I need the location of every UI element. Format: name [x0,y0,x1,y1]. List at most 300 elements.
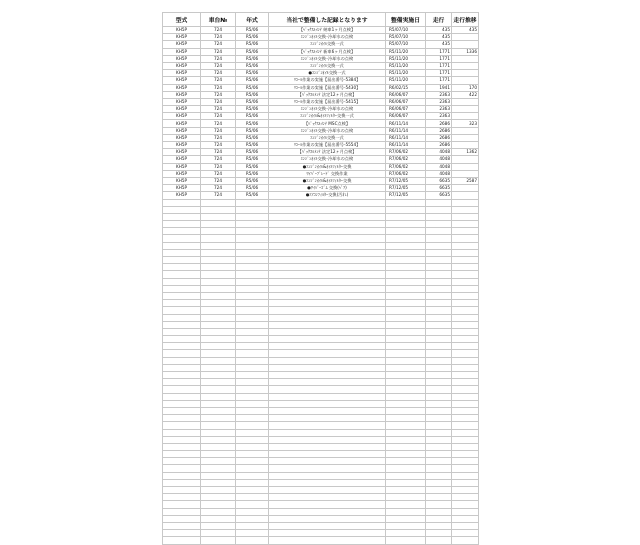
cell-mileage-change [452,98,479,105]
empty-cell [452,407,479,414]
empty-row [163,487,479,494]
header-model: 型式 [163,13,201,27]
cell-model-year: R5/06 [236,192,269,199]
empty-cell [426,336,452,343]
empty-row [163,364,479,371]
empty-cell [163,350,201,357]
table-row [163,48,479,55]
empty-cell [163,393,201,400]
empty-cell [426,357,452,364]
empty-cell [426,235,452,242]
cell-mileage-change [452,156,479,163]
empty-cell [201,530,236,537]
empty-cell [426,321,452,328]
empty-row [163,501,479,508]
cell-model-year: R5/06 [236,41,269,48]
empty-cell [201,429,236,436]
empty-cell [426,206,452,213]
empty-row [163,386,479,393]
empty-row [163,415,479,422]
cell-mileage-change [452,185,479,192]
empty-cell [236,422,269,429]
empty-cell [269,393,386,400]
empty-cell [452,357,479,364]
cell-model: KH5P [163,41,201,48]
cell-chassis-number: 724 [201,113,236,120]
empty-cell [236,199,269,206]
empty-cell [269,336,386,343]
empty-cell [386,242,426,249]
empty-cell [269,328,386,335]
table-row [163,106,479,113]
empty-cell [236,458,269,465]
empty-cell [201,508,236,515]
header-service-description: 当社で整備した記録となります [269,13,386,27]
cell-service-description: ●ﾜｲﾊﾟｰｺﾞﾑ 交換(ﾍﾟｱ) [269,185,386,192]
cell-mileage-change [452,163,479,170]
cell-service-date: R6/11/14 [386,120,426,127]
empty-row [163,228,479,235]
cell-model: KH5P [163,55,201,62]
empty-cell [269,379,386,386]
table-row [163,84,479,91]
empty-row [163,537,479,544]
cell-model-year: R5/06 [236,177,269,184]
maintenance-table [162,12,479,545]
empty-cell [236,436,269,443]
empty-cell [201,292,236,299]
empty-cell [269,292,386,299]
cell-model: KH5P [163,163,201,170]
empty-cell [386,537,426,544]
empty-cell [426,242,452,249]
empty-cell [269,314,386,321]
empty-cell [426,393,452,400]
empty-cell [236,393,269,400]
cell-mileage: 2686 [426,127,452,134]
empty-cell [269,271,386,278]
cell-model: KH5P [163,156,201,163]
empty-cell [452,451,479,458]
empty-cell [269,515,386,522]
cell-service-date: R6/06/07 [386,106,426,113]
empty-cell [426,343,452,350]
empty-cell [269,386,386,393]
table-row [163,156,479,163]
empty-cell [426,508,452,515]
empty-cell [426,350,452,357]
cell-model-year: R5/06 [236,62,269,69]
empty-cell [452,487,479,494]
empty-cell [452,393,479,400]
empty-cell [236,307,269,314]
empty-row [163,479,479,486]
empty-cell [236,530,269,537]
header-chassis-number: 車台№ [201,13,236,27]
cell-mileage: 435 [426,41,452,48]
empty-cell [201,364,236,371]
empty-cell [163,321,201,328]
empty-cell [426,458,452,465]
empty-cell [236,206,269,213]
empty-cell [386,422,426,429]
empty-cell [163,436,201,443]
cell-chassis-number: 724 [201,127,236,134]
cell-service-date: R7/12/05 [386,185,426,192]
table-row [163,127,479,134]
empty-cell [386,515,426,522]
empty-cell [452,343,479,350]
empty-cell [201,314,236,321]
empty-cell [452,350,479,357]
cell-service-description: ﾘｺｰﾙ作業の実施【届出番号-5384】 [269,77,386,84]
empty-cell [386,508,426,515]
cell-service-description: ﾘｺｰﾙ作業の実施【届出番号-5554】 [269,142,386,149]
empty-cell [163,206,201,213]
empty-cell [163,300,201,307]
empty-cell [426,364,452,371]
empty-row [163,336,479,343]
empty-row [163,271,479,278]
cell-model-year: R5/06 [236,98,269,105]
empty-cell [269,307,386,314]
empty-cell [386,386,426,393]
empty-cell [163,336,201,343]
cell-model-year: R5/06 [236,134,269,141]
empty-cell [163,465,201,472]
empty-cell [269,364,386,371]
empty-cell [452,257,479,264]
empty-cell [452,235,479,242]
empty-row [163,429,479,436]
empty-cell [426,271,452,278]
empty-cell [201,458,236,465]
cell-model: KH5P [163,98,201,105]
cell-service-description: ●ｴﾝｼﾞﾝｵｲﾙ&ｵｲﾙﾌｨﾙﾀｰ交換 [269,163,386,170]
cell-mileage: 435 [426,27,452,34]
table-row [163,134,479,141]
empty-cell [163,458,201,465]
empty-cell [163,213,201,220]
cell-mileage-change [452,134,479,141]
cell-mileage: 1771 [426,77,452,84]
empty-cell [426,472,452,479]
empty-cell [201,264,236,271]
empty-cell [452,328,479,335]
empty-cell [201,235,236,242]
empty-cell [201,487,236,494]
empty-cell [269,472,386,479]
empty-cell [201,407,236,414]
cell-model: KH5P [163,113,201,120]
table-row [163,27,479,34]
empty-row [163,522,479,529]
empty-cell [236,400,269,407]
table-row [163,70,479,77]
empty-cell [201,472,236,479]
cell-service-description: ｴﾝｼﾞﾝｵｲﾙ&ｵｲﾙﾌｨﾙﾀｰ交換一式 [269,113,386,120]
empty-cell [163,372,201,379]
empty-row [163,213,479,220]
header-model-year: 年式 [236,13,269,27]
empty-cell [452,206,479,213]
cell-model-year: R5/06 [236,34,269,41]
empty-cell [426,228,452,235]
cell-mileage: 4048 [426,163,452,170]
cell-service-date: R6/02/15 [386,84,426,91]
table-row [163,163,479,170]
empty-cell [236,357,269,364]
empty-cell [163,494,201,501]
empty-cell [163,443,201,450]
empty-cell [163,422,201,429]
cell-service-description: ｴﾝｼﾞﾝｵｲﾙ交換･冷却水の点検 [269,156,386,163]
empty-cell [386,257,426,264]
empty-cell [201,271,236,278]
empty-cell [163,314,201,321]
empty-cell [163,508,201,515]
empty-cell [386,264,426,271]
cell-mileage-change [452,142,479,149]
empty-cell [269,407,386,414]
cell-service-date: R6/11/14 [386,134,426,141]
empty-cell [426,400,452,407]
empty-cell [426,314,452,321]
empty-cell [163,271,201,278]
empty-cell [386,357,426,364]
cell-model-year: R5/06 [236,163,269,170]
cell-service-date: R7/06/02 [386,149,426,156]
cell-chassis-number: 724 [201,142,236,149]
cell-model: KH5P [163,134,201,141]
empty-cell [269,242,386,249]
cell-mileage-change [452,127,479,134]
empty-cell [236,300,269,307]
cell-chassis-number: 724 [201,91,236,98]
cell-mileage: 1941 [426,84,452,91]
empty-cell [452,321,479,328]
empty-cell [426,522,452,529]
empty-cell [386,372,426,379]
empty-cell [452,479,479,486]
empty-cell [163,343,201,350]
empty-cell [386,271,426,278]
empty-cell [452,314,479,321]
empty-cell [269,465,386,472]
empty-cell [201,451,236,458]
empty-cell [269,221,386,228]
empty-cell [163,364,201,371]
empty-cell [236,522,269,529]
empty-cell [269,415,386,422]
empty-cell [269,264,386,271]
cell-mileage: 6635 [426,185,452,192]
empty-cell [236,278,269,285]
cell-service-description: ｴﾝｼﾞﾝｵｲﾙ交換･冷却水の点検 [269,34,386,41]
empty-row [163,235,479,242]
empty-cell [426,530,452,537]
cell-service-description: ●ｴﾝｼﾞﾝｵｲﾙ&ｵｲﾙﾌｨﾙﾀｰ交換 [269,177,386,184]
empty-cell [236,465,269,472]
empty-cell [236,494,269,501]
empty-cell [269,429,386,436]
cell-model: KH5P [163,120,201,127]
cell-model-year: R5/06 [236,156,269,163]
empty-cell [426,379,452,386]
empty-cell [426,278,452,285]
empty-cell [386,443,426,450]
empty-cell [201,494,236,501]
header-service-date: 整備実施日 [386,13,426,27]
empty-cell [452,271,479,278]
empty-cell [236,364,269,371]
cell-chassis-number: 724 [201,98,236,105]
cell-model: KH5P [163,142,201,149]
cell-mileage: 2363 [426,98,452,105]
empty-cell [452,515,479,522]
empty-cell [452,213,479,220]
empty-row [163,422,479,429]
empty-cell [236,372,269,379]
empty-row [163,515,479,522]
empty-cell [386,328,426,335]
cell-chassis-number: 724 [201,55,236,62]
empty-cell [386,285,426,292]
empty-cell [163,379,201,386]
empty-row [163,314,479,321]
cell-service-date: R5/11/20 [386,62,426,69]
empty-cell [236,264,269,271]
empty-cell [386,451,426,458]
empty-cell [269,206,386,213]
cell-service-date: R5/11/20 [386,48,426,55]
empty-row [163,257,479,264]
empty-cell [269,213,386,220]
empty-cell [236,515,269,522]
empty-cell [386,472,426,479]
cell-mileage: 2363 [426,113,452,120]
cell-mileage-change [452,41,479,48]
empty-cell [236,537,269,544]
empty-row [163,465,479,472]
empty-cell [163,228,201,235]
empty-cell [426,443,452,450]
empty-cell [163,451,201,458]
empty-cell [201,357,236,364]
empty-cell [426,372,452,379]
empty-cell [426,436,452,443]
empty-cell [452,372,479,379]
empty-cell [163,285,201,292]
empty-cell [163,407,201,414]
empty-cell [236,343,269,350]
empty-cell [386,235,426,242]
empty-cell [426,328,452,335]
cell-model: KH5P [163,149,201,156]
empty-cell [452,336,479,343]
cell-mileage-change: 170 [452,84,479,91]
cell-model: KH5P [163,70,201,77]
empty-cell [386,436,426,443]
cell-mileage: 6635 [426,192,452,199]
empty-cell [386,407,426,414]
empty-cell [386,336,426,343]
empty-cell [269,443,386,450]
cell-chassis-number: 724 [201,120,236,127]
table-row [163,185,479,192]
empty-cell [163,249,201,256]
empty-cell [201,415,236,422]
cell-mileage: 4048 [426,149,452,156]
empty-row [163,307,479,314]
empty-cell [236,451,269,458]
cell-model: KH5P [163,177,201,184]
empty-cell [269,235,386,242]
cell-service-date: R5/11/20 [386,55,426,62]
empty-cell [201,221,236,228]
empty-cell [426,451,452,458]
empty-cell [236,249,269,256]
empty-cell [201,515,236,522]
empty-cell [201,278,236,285]
cell-model-year: R5/06 [236,48,269,55]
empty-cell [163,415,201,422]
empty-cell [452,292,479,299]
cell-mileage-change: 1336 [452,48,479,55]
empty-row [163,436,479,443]
empty-row [163,300,479,307]
empty-cell [269,494,386,501]
empty-cell [386,249,426,256]
empty-cell [236,328,269,335]
cell-model-year: R5/06 [236,91,269,98]
empty-cell [236,386,269,393]
header-mileage: 走行 [426,13,452,27]
empty-cell [386,379,426,386]
empty-cell [426,407,452,414]
table-row [163,98,479,105]
empty-cell [163,264,201,271]
cell-model: KH5P [163,84,201,91]
empty-cell [452,501,479,508]
empty-cell [269,228,386,235]
cell-model-year: R5/06 [236,149,269,156]
empty-cell [452,458,479,465]
cell-service-description: 【ﾊﾟｯｸｽﾙﾒﾝﾃ 法定12ヶ月点検】 [269,149,386,156]
empty-cell [386,314,426,321]
empty-cell [426,307,452,314]
empty-cell [386,206,426,213]
empty-cell [163,257,201,264]
empty-cell [236,350,269,357]
table-row [163,55,479,62]
cell-model: KH5P [163,34,201,41]
cell-mileage: 4048 [426,156,452,163]
cell-model-year: R5/06 [236,170,269,177]
empty-cell [201,257,236,264]
cell-model-year: R5/06 [236,185,269,192]
empty-cell [236,321,269,328]
empty-cell [386,199,426,206]
empty-cell [201,343,236,350]
empty-cell [426,429,452,436]
empty-cell [163,221,201,228]
empty-cell [269,257,386,264]
empty-row [163,350,479,357]
cell-chassis-number: 724 [201,48,236,55]
empty-cell [426,249,452,256]
empty-cell [163,292,201,299]
